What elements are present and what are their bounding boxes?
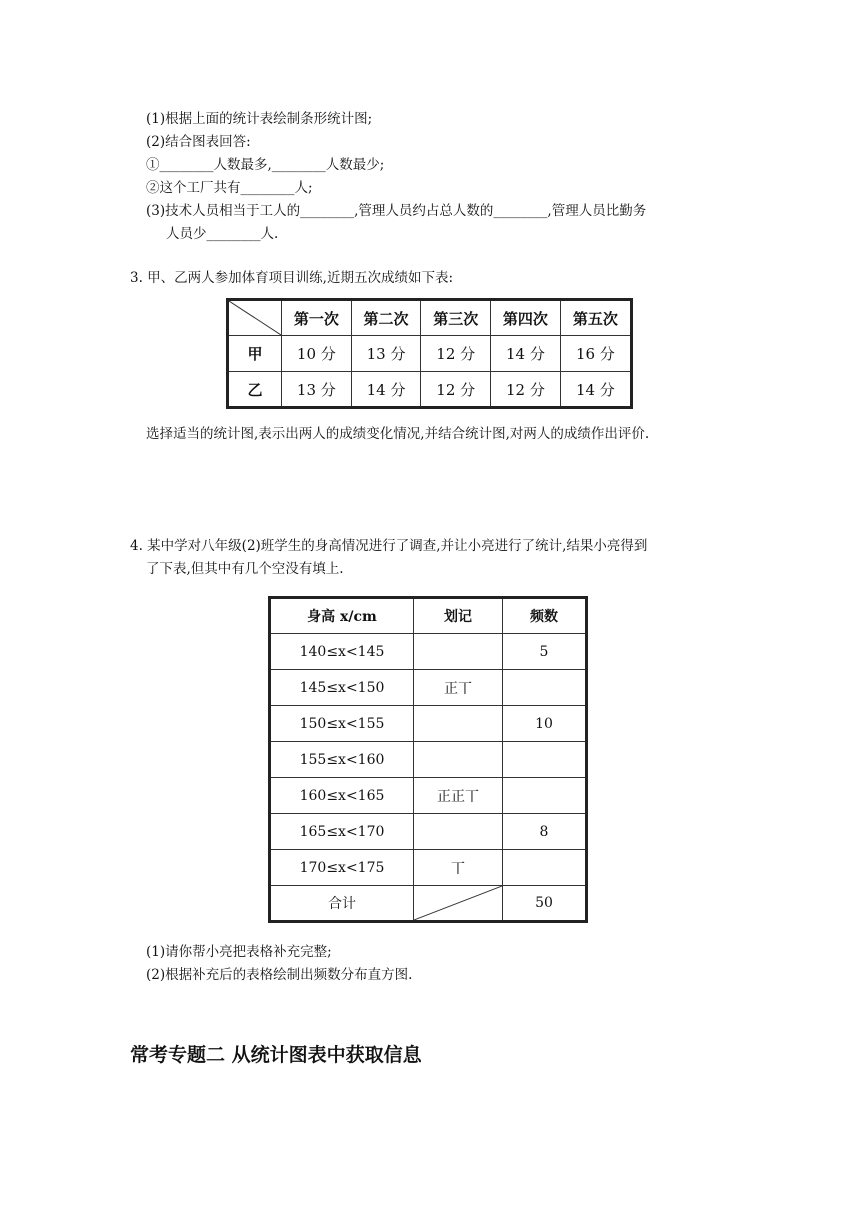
q4-sub2: (2)根据补充后的表格绘制出频数分布直方图. — [146, 967, 413, 983]
q3-score: 12 分 — [491, 372, 561, 408]
q3-score: 10 分 — [282, 336, 352, 372]
q3-score: 12 分 — [421, 336, 491, 372]
q3-corner-cell — [228, 300, 282, 336]
q4-header: 身高 x/cm — [270, 598, 414, 634]
q2-sub3: (3)技术人员相当于工人的________,管理人员约占总人数的________,管理人员比勤务 — [146, 203, 647, 219]
q4-freq: 8 — [503, 814, 587, 850]
q4-freq — [503, 670, 587, 706]
q3-score: 13 分 — [282, 372, 352, 408]
q4-header: 划记 — [414, 598, 503, 634]
q4-sub1: (1)请你帮小亮把表格补充完整; — [146, 944, 332, 960]
q3-header: 第三次 — [421, 300, 491, 336]
q3-instruction: 选择适当的统计图,表示出两人的成绩变化情况,并结合统计图,对两人的成绩作出评价. — [146, 426, 650, 442]
q4-range: 160≤x<165 — [270, 778, 414, 814]
q2-sub2-item2: ②这个工厂共有________人; — [146, 180, 313, 196]
q4-tally — [414, 706, 503, 742]
q4-tally: 正丅 — [414, 670, 503, 706]
q4-tally — [414, 634, 503, 670]
section-heading: 常考专题二 从统计图表中获取信息 — [130, 1044, 422, 1066]
q4-freq — [503, 778, 587, 814]
q2-sub3-cont: 人员少________人. — [166, 226, 279, 242]
q3-header: 第二次 — [351, 300, 421, 336]
q3-score: 16 分 — [560, 336, 631, 372]
q3-header: 第四次 — [491, 300, 561, 336]
q3-score: 12 分 — [421, 372, 491, 408]
q4-total-diag-cell — [414, 886, 503, 922]
q3-score-table — [226, 298, 633, 409]
q4-range: 150≤x<155 — [270, 706, 414, 742]
q3-header: 第五次 — [560, 300, 631, 336]
q4-tally — [414, 742, 503, 778]
q4-tally: 正正丅 — [414, 778, 503, 814]
q3-title: 3. 甲、乙两人参加体育项目训练,近期五次成绩如下表: — [130, 270, 454, 286]
q4-range: 170≤x<175 — [270, 850, 414, 886]
q2-sub1: (1)根据上面的统计表绘制条形统计图; — [146, 111, 373, 127]
q3-score: 14 分 — [351, 372, 421, 408]
q4-range: 145≤x<150 — [270, 670, 414, 706]
q4-range: 165≤x<170 — [270, 814, 414, 850]
q4-freq — [503, 850, 587, 886]
q2-sub2-item1: ①________人数最多,________人数最少; — [146, 157, 385, 173]
q3-row-name: 乙 — [228, 372, 282, 408]
q3-header: 第一次 — [282, 300, 352, 336]
q4-title: 4. 某中学对八年级(2)班学生的身高情况进行了调查,并让小亮进行了统计,结果小亮得到 — [130, 538, 648, 554]
q3-score: 14 分 — [491, 336, 561, 372]
q3-row-name: 甲 — [228, 336, 282, 372]
q4-header: 频数 — [503, 598, 587, 634]
q4-freq: 10 — [503, 706, 587, 742]
q4-range: 140≤x<145 — [270, 634, 414, 670]
q4-height-table — [268, 596, 588, 923]
q4-title-cont: 了下表,但其中有几个空没有填上. — [146, 561, 344, 577]
q4-tally — [414, 814, 503, 850]
q4-range: 155≤x<160 — [270, 742, 414, 778]
q4-total-label: 合计 — [270, 886, 414, 922]
q2-sub2: (2)结合图表回答: — [146, 134, 251, 150]
q4-freq — [503, 742, 587, 778]
q4-freq: 5 — [503, 634, 587, 670]
q3-score: 13 分 — [351, 336, 421, 372]
q4-total-value: 50 — [503, 886, 587, 922]
q3-score: 14 分 — [560, 372, 631, 408]
q4-tally: 丅 — [414, 850, 503, 886]
